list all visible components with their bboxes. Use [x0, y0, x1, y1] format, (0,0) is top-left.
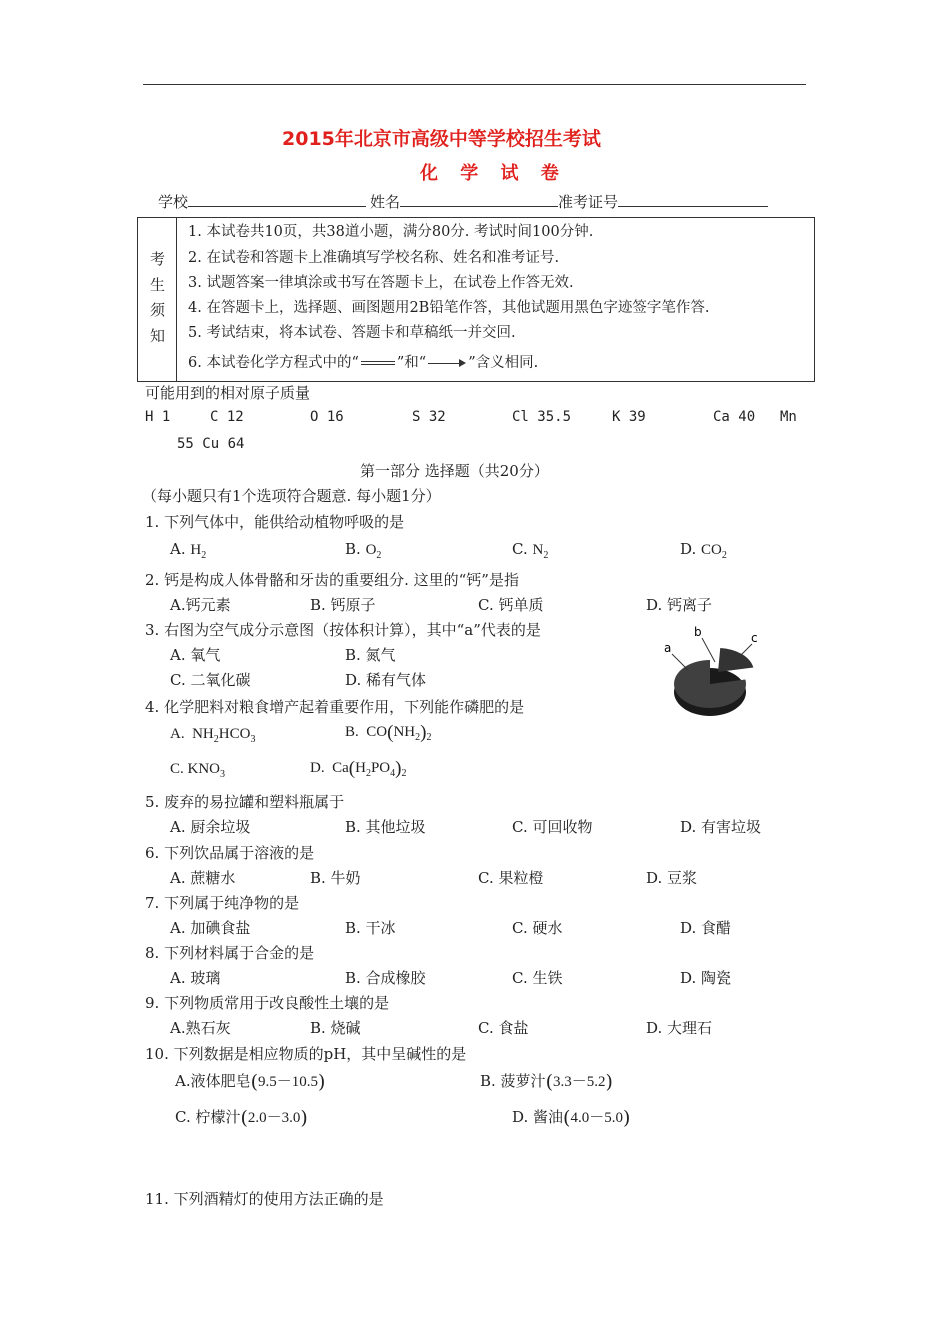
- exam-notice-box: [137, 217, 815, 382]
- option-label: B.: [345, 724, 359, 740]
- air-composition-pie-chart: [660, 622, 770, 726]
- q5-option-a[interactable]: A. 厨余垃圾: [170, 818, 251, 836]
- q4-option-a[interactable]: [170, 726, 255, 745]
- q7-option-a[interactable]: A. 加碘食盐: [170, 919, 251, 937]
- exam-subtitle: 化 学 试 卷: [420, 163, 567, 184]
- q1-option-d[interactable]: [680, 540, 727, 561]
- option-label: D. 酱油: [512, 1108, 564, 1126]
- formula-part: O: [365, 542, 377, 558]
- notice-line: 4. 在答题卡上，选择题、画图题用2B铅笔作答，其他试题用黑色字迹签字笔作答.: [188, 300, 710, 316]
- option-label: C.: [170, 761, 184, 777]
- atomic-mass-item: Mn: [780, 409, 797, 425]
- q5-option-c[interactable]: C. 可回收物: [512, 818, 593, 836]
- leader-line-c: [738, 644, 752, 658]
- student-info-line: [158, 191, 768, 212]
- q8-option-d[interactable]: D. 陶瓷: [680, 969, 732, 987]
- q1-option-b[interactable]: [345, 540, 381, 561]
- ph-value: 9.5－10.5: [258, 1074, 319, 1090]
- notice-head-char: 生: [150, 276, 166, 294]
- q8-option-a[interactable]: A. 玻璃: [170, 969, 221, 987]
- q5-option-d[interactable]: D. 有害垃圾: [680, 818, 762, 836]
- atomic-mass-item: O 16: [310, 409, 344, 425]
- q6-option-d[interactable]: D. 豆浆: [646, 869, 698, 887]
- ph-value: 3.3－5.2: [552, 1074, 606, 1090]
- school-field[interactable]: [188, 192, 366, 207]
- notice-line6-prefix: 6. 本试卷化学方程式中的“: [188, 355, 359, 371]
- q3-option-c[interactable]: C. 二氧化碳: [170, 671, 251, 689]
- section-title: 第一部分 选择题（共20分）: [360, 462, 549, 480]
- formula-subscript: 2: [365, 768, 371, 779]
- atomic-mass-item: Ca 40: [713, 409, 756, 425]
- formula-part: PO: [370, 760, 391, 776]
- q1-option-a[interactable]: [170, 540, 206, 561]
- formula-part: HCO: [218, 726, 251, 742]
- pie-slice-c: [718, 648, 753, 672]
- q10-option-d[interactable]: D. 酱油(4.0－5.0): [512, 1107, 631, 1129]
- q10-option-c[interactable]: C. 柠檬汁(2.0－3.0): [175, 1107, 308, 1129]
- formula-subscript: 2: [543, 550, 549, 561]
- name-field[interactable]: [400, 192, 558, 207]
- q6-option-b[interactable]: B. 牛奶: [310, 869, 361, 887]
- arrow-symbol: [428, 358, 466, 368]
- q2-option-b[interactable]: B. 钙原子: [310, 596, 376, 614]
- question-5: 5. 废弃的易拉罐和塑料瓶属于: [145, 793, 345, 811]
- q9-option-b[interactable]: B. 烧碱: [310, 1019, 361, 1037]
- equals-symbol: [361, 361, 395, 365]
- question-8: 8. 下列材料属于合金的是: [145, 944, 315, 962]
- formula-subscript: 2: [201, 550, 207, 561]
- q7-option-d[interactable]: D. 食醋: [680, 919, 732, 937]
- formula-part: H: [190, 542, 202, 558]
- q2-option-a[interactable]: A.钙元素: [170, 596, 231, 614]
- formula-subscript: 3: [220, 769, 226, 780]
- formula-part: NH: [192, 726, 214, 742]
- q8-option-b[interactable]: B. 合成橡胶: [345, 969, 426, 987]
- notice-line-6: [188, 351, 538, 372]
- formula-part: CO: [701, 542, 722, 558]
- formula-subscript: 2: [213, 734, 219, 745]
- notice-head-char: 须: [150, 301, 166, 319]
- q6-option-a[interactable]: A. 蔗糖水: [170, 869, 236, 887]
- q10-option-a[interactable]: A.液体肥皂(9.5－10.5): [175, 1071, 326, 1093]
- q1-option-c[interactable]: [512, 540, 548, 561]
- q6-option-c[interactable]: C. 果粒橙: [478, 869, 544, 887]
- q10-option-b[interactable]: B. 菠萝汁(3.3－5.2): [480, 1071, 613, 1093]
- formula-part: Ca: [332, 760, 349, 776]
- formula-subscript: 2: [376, 550, 382, 561]
- q9-option-c[interactable]: C. 食盐: [478, 1019, 529, 1037]
- ph-value: 4.0－5.0: [570, 1110, 623, 1126]
- option-label: A.液体肥皂: [175, 1072, 251, 1090]
- question-1: 1. 下列气体中，能供给动植物呼吸的是: [145, 513, 405, 531]
- notice-line6-mid: ”和“: [396, 355, 427, 371]
- formula-part: NH: [393, 724, 416, 740]
- question-4: 4. 化学肥料对粮食增产起着重要作用，下列能作磷肥的是: [145, 698, 525, 716]
- question-9: 9. 下列物质常用于改良酸性土壤的是: [145, 994, 390, 1012]
- atomic-mass-item: Cl 35.5: [512, 409, 572, 425]
- q4-option-d[interactable]: D. $Ca(H_2PO_4)_2$: [310, 758, 407, 779]
- notice-heading: [138, 218, 177, 381]
- q4-option-c[interactable]: [170, 761, 225, 780]
- atomic-mass-item: C 12: [210, 409, 244, 425]
- question-11: 11. 下列酒精灯的使用方法正确的是: [145, 1190, 384, 1208]
- formula-subscript: 2: [426, 732, 432, 743]
- ph-value: 2.0－3.0: [247, 1110, 301, 1126]
- name-label: 姓名: [370, 193, 401, 211]
- pie-label-c: c: [751, 631, 758, 645]
- formula-part: KNO: [187, 761, 221, 777]
- formula-part: N: [532, 542, 544, 558]
- notice-line6-suffix: ”含义相同.: [468, 355, 539, 371]
- question-2: 2. 钙是构成人体骨骼和牙齿的重要组分. 这里的“钙”是指: [145, 571, 519, 589]
- formula-subscript: 2: [721, 550, 727, 561]
- option-label: C.: [512, 540, 528, 558]
- q4-option-b[interactable]: B. $CO(NH_2)_2$: [345, 722, 432, 743]
- option-label: B.: [345, 540, 361, 558]
- notice-line: 2. 在试卷和答题卡上准确填写学校名称、姓名和准考证号.: [188, 250, 560, 266]
- option-label: D.: [680, 540, 697, 558]
- formula-part: H: [355, 760, 366, 776]
- formula-part: CO: [366, 724, 388, 740]
- pie-label-b: b: [694, 625, 702, 639]
- option-label: A.: [170, 540, 186, 558]
- question-10: 10. 下列数据是相应物质的pH，其中呈碱性的是: [145, 1045, 467, 1063]
- section-instruction: （每小题只有1个选项符合题意. 每小题1分）: [142, 487, 441, 505]
- formula-subscript: 3: [250, 734, 256, 745]
- school-label: 学校: [158, 193, 189, 211]
- q7-option-b[interactable]: B. 干冰: [345, 919, 396, 937]
- pie-label-a: a: [664, 641, 672, 655]
- formula-subscript: 2: [415, 732, 421, 743]
- leader-line-b: [702, 638, 715, 662]
- formula-subscript: 2: [401, 768, 407, 779]
- exam-title: 2015年北京市高级中等学校招生考试: [282, 128, 601, 150]
- notice-line: 1. 本试卷共10页，共38道小题，满分80分. 考试时间100分钟.: [188, 224, 594, 240]
- q2-option-c[interactable]: C. 钙单质: [478, 596, 544, 614]
- leader-line-a: [672, 654, 688, 670]
- q3-option-b[interactable]: B. 氮气: [345, 646, 396, 664]
- atomic-mass-row2: 55 Cu 64: [177, 436, 245, 452]
- atomic-mass-label: 可能用到的相对原子质量: [145, 384, 311, 402]
- notice-line: 5. 考试结束，将本试卷、答题卡和草稿纸一并交回.: [188, 325, 516, 341]
- q8-option-c[interactable]: C. 生铁: [512, 969, 563, 987]
- atomic-mass-item: H 1: [145, 409, 171, 425]
- q2-option-d[interactable]: D. 钙离子: [646, 596, 713, 614]
- atomic-mass-item: S 32: [412, 409, 446, 425]
- exam-id-label: 准考证号: [558, 193, 619, 211]
- option-label: C. 柠檬汁: [175, 1108, 241, 1126]
- notice-line: 3. 试题答案一律填涂或书写在答题卡上，在试卷上作答无效.: [188, 275, 574, 291]
- notice-head-char: 考: [150, 250, 166, 268]
- option-label: B. 菠萝汁: [480, 1072, 546, 1090]
- q5-option-b[interactable]: B. 其他垃圾: [345, 818, 426, 836]
- option-label: D.: [310, 760, 325, 776]
- q3-option-d[interactable]: D. 稀有气体: [345, 671, 427, 689]
- q3-option-a[interactable]: A. 氧气: [170, 646, 221, 664]
- formula-subscript: 4: [390, 768, 396, 779]
- notice-head-char: 知: [150, 327, 166, 345]
- exam-id-field[interactable]: [618, 192, 768, 207]
- atomic-mass-item: K 39: [612, 409, 646, 425]
- question-3: 3. 右图为空气成分示意图（按体积计算），其中“a”代表的是: [145, 621, 541, 639]
- q9-option-a[interactable]: A.熟石灰: [170, 1019, 231, 1037]
- top-rule: [143, 84, 806, 85]
- q7-option-c[interactable]: C. 硬水: [512, 919, 563, 937]
- q9-option-d[interactable]: D. 大理石: [646, 1019, 713, 1037]
- option-label: A.: [170, 726, 185, 742]
- question-6: 6. 下列饮品属于溶液的是: [145, 844, 315, 862]
- question-7: 7. 下列属于纯净物的是: [145, 894, 300, 912]
